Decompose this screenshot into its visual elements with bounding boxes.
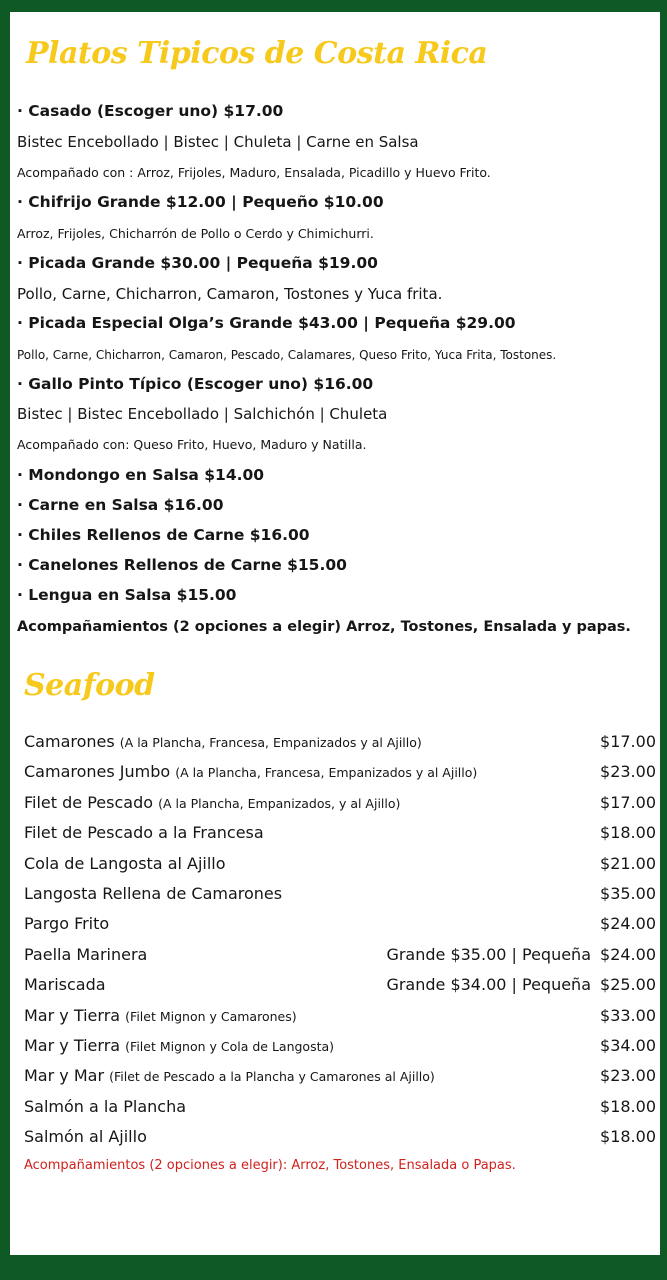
seafood-name: [24, 852, 226, 876]
seafood-price: $21.00: [600, 853, 656, 873]
seafood-name-text: Camarones: [24, 732, 115, 751]
seafood-row: [24, 730, 656, 754]
menu-item-line: · Lengua en Salsa $15.00: [17, 586, 237, 604]
seafood-note: (Filet de Pescado a la Plancha y Camarones al Ajillo): [109, 1069, 435, 1085]
menu-description-line: Acompañado con : Arroz, Frijoles, Maduro, Ensalada, Picadillo y Huevo Frito.: [17, 165, 491, 180]
seafood-name-text: Pargo Frito: [24, 914, 110, 934]
seafood-name: [24, 1125, 147, 1149]
seafood-name-text: Cola de Langosta al Ajillo: [24, 853, 226, 873]
seafood-name: [24, 791, 400, 816]
menu-description-line: Acompañado con: Queso Frito, Huevo, Maduro y Natilla.: [17, 437, 367, 452]
seafood-name-text: Mar y Tierra: [24, 1036, 121, 1055]
seafood-price: $23.00: [600, 762, 656, 782]
seafood-row: [24, 852, 656, 876]
seafood-name: [24, 1095, 186, 1119]
menu-option-line: Bistec Encebollado | Bistec | Chuleta | Carne en Salsa: [17, 133, 419, 151]
menu-page: [10, 12, 660, 1255]
menu-item-line: · Chifrijo Grande $12.00 | Pequeño $10.00: [17, 193, 384, 211]
seafood-row: [24, 791, 656, 815]
seafood-row: [24, 912, 656, 936]
seafood-note: (Filet Mignon y Cola de Langosta): [125, 1039, 335, 1054]
seafood-name-text: Langosta Rellena de Camarones: [24, 884, 283, 903]
seafood-price: $17.00: [600, 732, 656, 751]
seafood-price: $35.00: [600, 884, 656, 903]
seafood-row: [24, 821, 656, 845]
seafood-name: [24, 1034, 334, 1059]
seafood-size-price: Grande $35.00 | Pequeña: [386, 944, 591, 964]
seafood-name-text: Salmón a la Plancha: [24, 1096, 187, 1116]
seafood-name: [24, 882, 282, 906]
seafood-row: [24, 882, 656, 906]
seafood-row: [24, 1125, 656, 1149]
menu-item-line: · Canelones Rellenos de Carne $15.00: [17, 556, 347, 574]
menu-item-line: · Casado (Escoger uno) $17.00: [17, 102, 284, 120]
seafood-name-text: Filet de Pescado: [24, 792, 154, 812]
seafood-name: [24, 821, 264, 845]
seafood-row: [24, 760, 656, 784]
seafood-price: $24.00: [600, 914, 656, 934]
seafood-note: (A la Plancha, Francesa, Empanizados y al Ajillo): [119, 735, 422, 750]
typicos-heading: Platos Tipicos de Costa Rica: [26, 36, 488, 71]
seafood-price: $34.00: [600, 1036, 656, 1055]
seafood-row: [24, 1004, 656, 1028]
seafood-row: [24, 1064, 656, 1088]
seafood-heading: Seafood: [24, 668, 155, 703]
seafood-price: $33.00: [600, 1005, 656, 1025]
sides-note-line: Acompañamientos (2 opciones a elegir) Arroz, Tostones, Ensalada y papas.: [17, 619, 631, 635]
seafood-name-text: Mar y Tierra: [24, 1005, 121, 1025]
seafood-name: [24, 1004, 297, 1029]
seafood-price: $24.00: [600, 944, 656, 964]
seafood-footnote: Acompañamientos (2 opciones a elegir): Arroz, Tostones, Ensalada o Papas.: [24, 1158, 516, 1173]
seafood-name: [24, 760, 477, 785]
menu-option-line: Pollo, Carne, Chicharron, Camaron, Tostones y Yuca frita.: [17, 285, 443, 303]
seafood-note: (Filet Mignon y Camarones): [125, 1008, 297, 1024]
seafood-price: $18.00: [600, 1127, 656, 1147]
seafood-row: [24, 1034, 656, 1058]
seafood-name-text: Mar y Mar: [24, 1066, 105, 1086]
seafood-note: (A la Plancha, Empanizados, y al Ajillo): [158, 795, 401, 811]
seafood-price: $25.00: [600, 975, 656, 995]
seafood-price: $23.00: [600, 1066, 656, 1086]
seafood-name-text: Salmón al Ajillo: [24, 1127, 147, 1147]
seafood-row: [24, 943, 656, 967]
seafood-row: [24, 973, 656, 997]
seafood-note: (A la Plancha, Francesa, Empanizados y al Ajillo): [175, 765, 478, 781]
menu-item-line: · Picada Grande $30.00 | Pequeña $19.00: [17, 254, 378, 272]
seafood-name-text: Mariscada: [24, 975, 106, 995]
seafood-name: [24, 912, 109, 936]
seafood-name: [24, 1064, 435, 1089]
seafood-name: [24, 730, 422, 755]
seafood-name: [24, 943, 147, 967]
seafood-name: [24, 973, 106, 997]
menu-description-line: Arroz, Frijoles, Chicharrón de Pollo o Cerdo y Chimichurri.: [17, 226, 374, 241]
seafood-size-price: Grande $34.00 | Pequeña: [386, 975, 591, 995]
menu-item-line: · Carne en Salsa $16.00: [17, 496, 224, 514]
menu-item-line: · Chiles Rellenos de Carne $16.00: [17, 526, 310, 544]
seafood-price: $18.00: [600, 1096, 656, 1116]
seafood-name-text: Paella Marinera: [24, 944, 148, 964]
seafood-price: $17.00: [600, 792, 656, 812]
seafood-name-text: Camarones Jumbo: [24, 762, 171, 782]
seafood-name-text: Filet de Pescado a la Francesa: [24, 823, 264, 843]
menu-item-line: · Picada Especial Olga’s Grande $43.00 | Pequeña $29.00: [17, 314, 516, 332]
menu-description-line: Pollo, Carne, Chicharron, Camaron, Pescado, Calamares, Queso Frito, Yuca Frita, Tostones.: [17, 348, 557, 362]
seafood-row: [24, 1095, 656, 1119]
menu-item-line: · Mondongo en Salsa $14.00: [17, 466, 265, 484]
seafood-price: $18.00: [600, 823, 656, 843]
menu-option-line: Bistec | Bistec Encebollado | Salchichón | Chuleta: [17, 405, 388, 423]
menu-item-line: · Gallo Pinto Típico (Escoger uno) $16.00: [17, 375, 374, 393]
